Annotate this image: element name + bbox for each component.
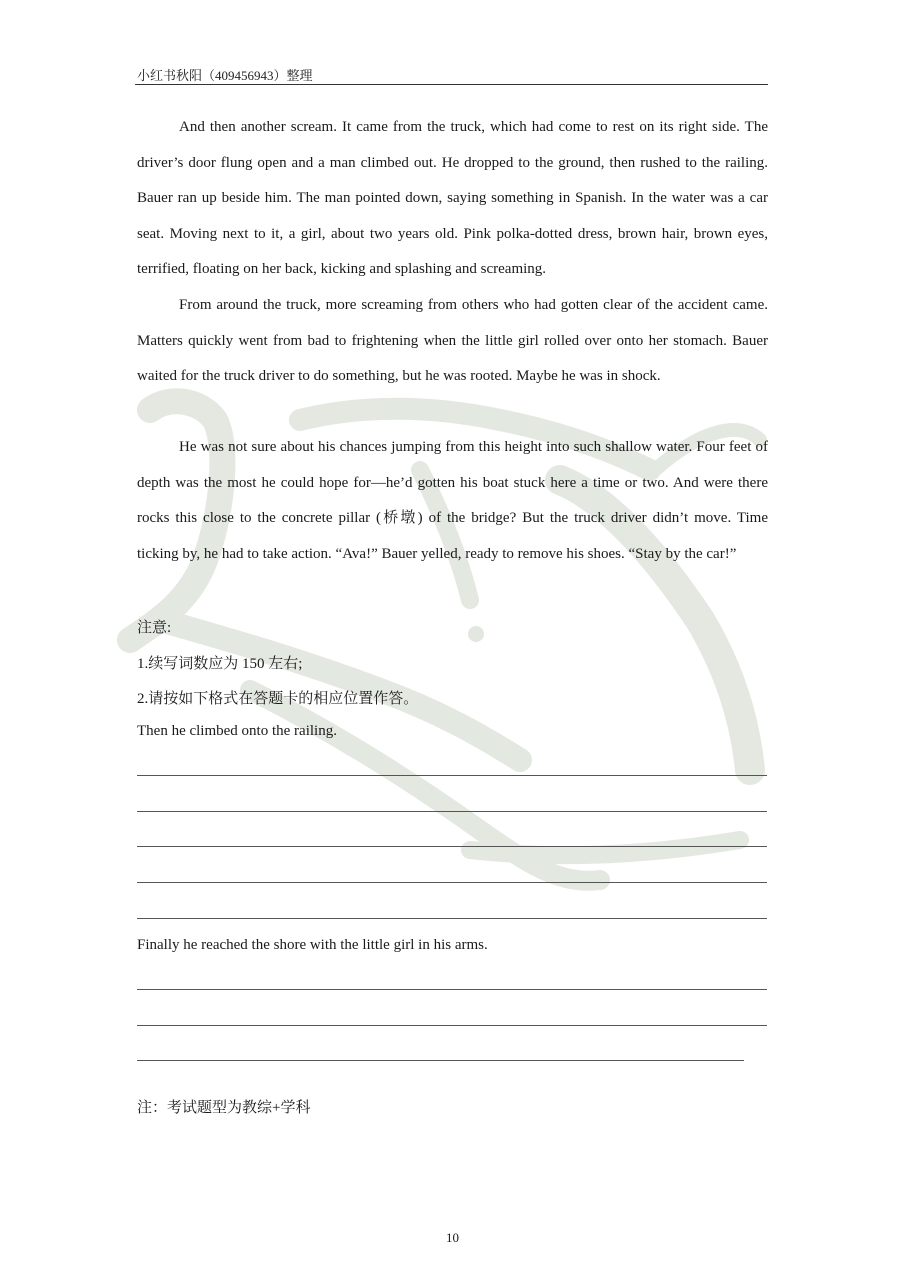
answer-line[interactable] xyxy=(137,989,767,990)
continuation-prompt-1: Then he climbed onto the railing. xyxy=(137,723,337,739)
footer-note: 注：考试题型为教综+学科 xyxy=(137,1100,311,1116)
answer-line[interactable] xyxy=(137,1025,767,1026)
answer-line[interactable] xyxy=(137,846,767,847)
answer-line[interactable] xyxy=(137,882,767,883)
story-paragraph-3: He was not sure about his chances jumping from this height into such shallow water. Four feet of depth was the most he could hope for—he’d gotten his boat stuck here a time or two. And were there rocks this close to the concrete pillar (桥墩) of the bridge? But the truck driver didn’t move. Time ticking by, he had to take action. “Ava!” Bauer yelled, ready to remove his shoes. “Stay by the car!” xyxy=(137,439,768,562)
header-divider xyxy=(135,84,768,85)
answer-line[interactable] xyxy=(137,1060,744,1061)
story-paragraph-1: And then another scream. It came from the truck, which had come to rest on its right side. The driver’s door flung open and a man climbed out. He dropped to the ground, then rushed to the railing. Bauer ran up beside him. The man pointed down, saying something in Spanish. In the water was a car seat. Moving next to it, a girl, about two years old. Pink polka-dotted dress, brown hair, brown eyes, terrified, floating on her back, kicking and splashing and screaming. xyxy=(137,119,768,277)
page-header: 小红书秋阳（409456943）整理 xyxy=(137,68,313,83)
notes-item-word-count: 1.续写词数应为 150 左右; xyxy=(137,656,303,672)
continuation-prompt-2: Finally he reached the shore with the little girl in his arms. xyxy=(137,937,488,953)
answer-line[interactable] xyxy=(137,775,767,776)
notes-label: 注意: xyxy=(137,620,172,636)
page-number: 10 xyxy=(446,1230,459,1245)
notes-item-format: 2.请按如下格式在答题卡的相应位置作答。 xyxy=(137,691,419,707)
answer-line[interactable] xyxy=(137,811,767,812)
story-paragraph-2: From around the truck, more screaming from others who had gotten clear of the accident came. Matters quickly went from bad to frightening when the little girl rolled over onto her stomach. Bauer waited for the truck driver to do something, but he was rooted. Maybe he was in shock. xyxy=(137,297,768,384)
answer-line[interactable] xyxy=(137,918,767,919)
